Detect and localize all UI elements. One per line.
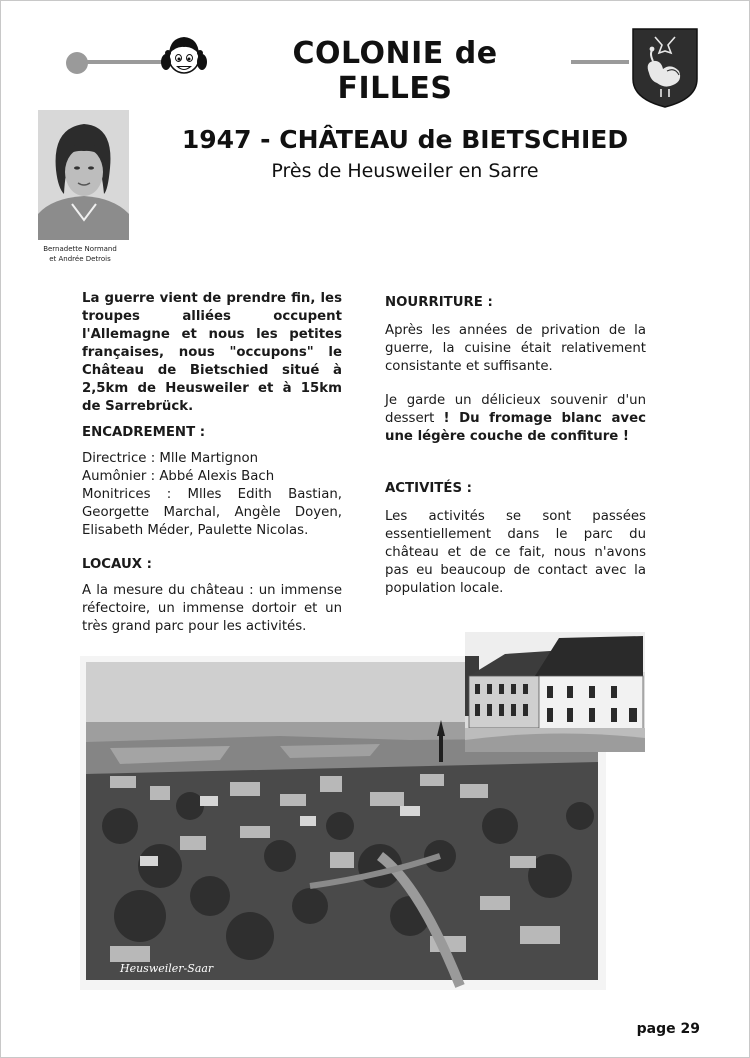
- encadrement-line: Aumônier : Abbé Alexis Bach: [82, 469, 275, 484]
- portrait-photo: [38, 110, 129, 240]
- caption-line: Bernadette Normand: [43, 245, 117, 253]
- chateau-photo: [465, 632, 645, 752]
- section-title: 1947 - CHÂTEAU de BIETSCHIED: [181, 125, 629, 154]
- dessert-paragraph: [385, 392, 646, 446]
- nourriture-paragraph: Après les années de privation de la guerre, la cuisine était relativement consistante et suffisante.: [385, 323, 646, 374]
- left-column: [82, 290, 342, 636]
- intro-paragraph: La guerre vient de prendre fin, les troupes alliées occupent l'Allemagne et nous les petites françaises, nous "occupons" le Château de Bietschied situé à 2,5km de Heusweiler et à 15km de Sarrebrück.: [82, 291, 342, 414]
- encadrement-heading: ENCADREMENT :: [82, 425, 206, 440]
- encadrement-line: Directrice : Mlle Martignon: [82, 451, 259, 466]
- section-subtitle: Près de Heusweiler en Sarre: [271, 160, 539, 182]
- dessert-bold-text: ! Du fromage blanc avec une légère couche de confiture !: [385, 411, 646, 444]
- activites-paragraph: Les activités se sont passées essentiellement dans le parc du château et de ce fait, nous n'avons pas eu beaucoup de contact avec la population locale.: [385, 509, 646, 596]
- locaux-heading: LOCAUX :: [82, 557, 152, 572]
- header-dot: [66, 52, 88, 74]
- heraldic-crest-icon: [631, 27, 699, 109]
- locaux-paragraph: A la mesure du château : un immense réfectoire, un immense dortoir et un très grand parc pour les activités.: [82, 583, 342, 634]
- activites-heading: ACTIVITÉS :: [385, 481, 472, 496]
- page-title: COLONIE de FILLES: [292, 36, 498, 106]
- page-number: page 29: [636, 1021, 700, 1037]
- village-photo-label: Heusweiler-Saar: [120, 962, 214, 975]
- right-column: [385, 294, 646, 598]
- encadrement-line: Monitrices : Mlles Edith Bastian, Georgette Marchal, Angèle Doyen, Elisabeth Méder, Paulette Nicolas.: [82, 487, 342, 538]
- girl-face-icon: [160, 32, 208, 78]
- portrait-caption: [30, 244, 130, 264]
- dessert-text: Je garde un délicieux souvenir d'un dessert: [385, 393, 646, 426]
- header-rule-right: [571, 60, 629, 64]
- caption-line: et Andrée Detrois: [49, 255, 111, 263]
- nourriture-heading: NOURRITURE :: [385, 295, 493, 310]
